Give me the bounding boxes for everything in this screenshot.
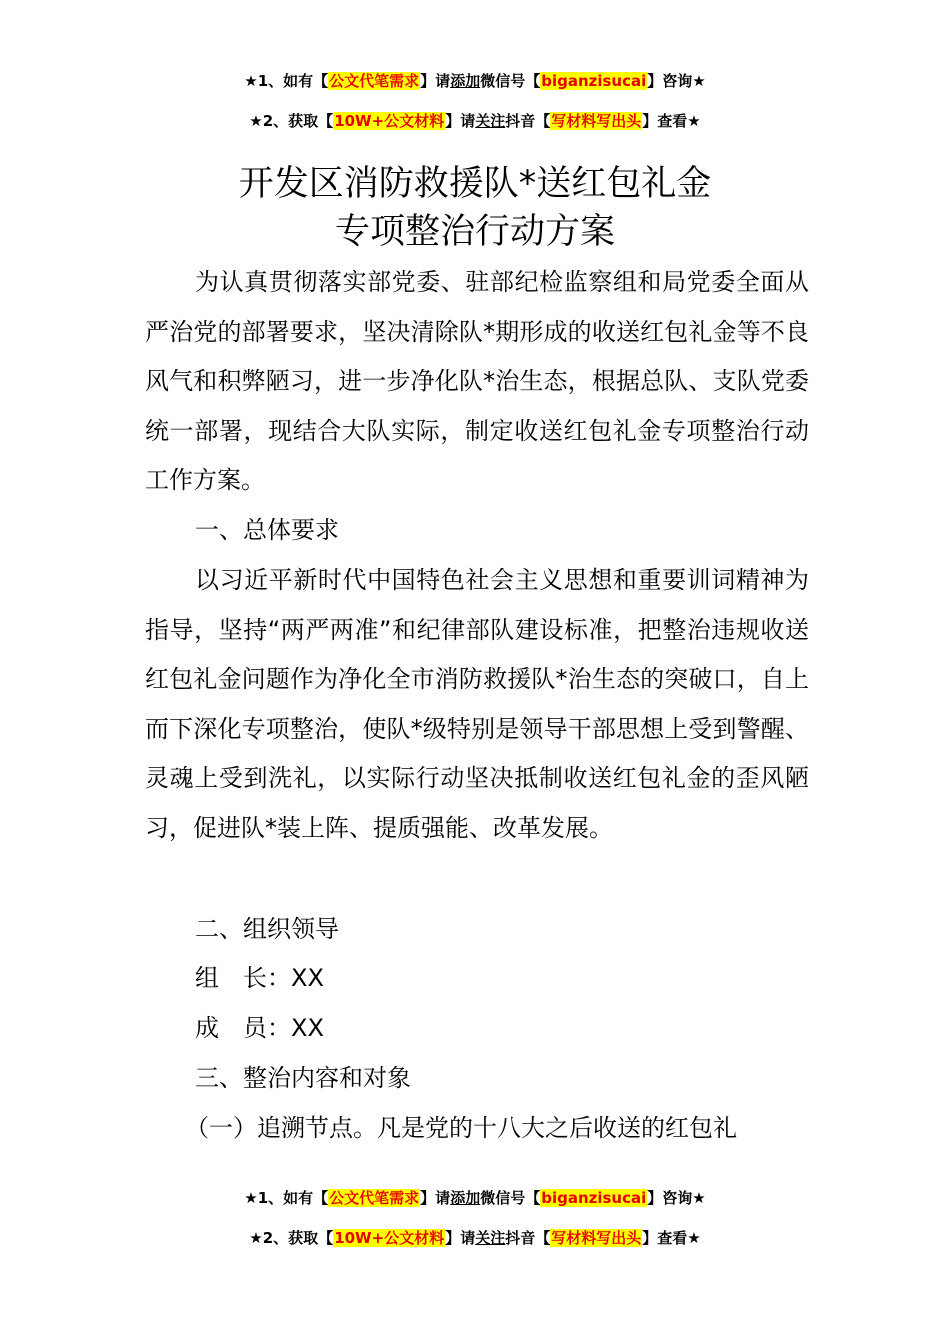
header-banner-line2 bbox=[0, 110, 950, 132]
section3-item1: （一）追溯节点。凡是党的十八大之后收送的红包礼 bbox=[185, 1114, 737, 1142]
banner-text: 】请 bbox=[420, 72, 451, 90]
banner-highlight: 公文代笔需求 bbox=[329, 1189, 420, 1207]
section3-heading: 三、整治内容和对象 bbox=[195, 1064, 411, 1092]
banner-text: 】请 bbox=[445, 1229, 476, 1247]
intro-paragraph: 为认真贯彻落实部党委、驻部纪检监察组和局党委全面从严治党的部署要求，坚决清除队*期形成的收送红包礼金等不良风气和积弊陋习，进一步净化队*治生态，根据总队、支队党委统一部署，现结合大队实际，制定收送红包礼金专项整治行动工作方案。 bbox=[145, 268, 809, 495]
banner-highlight: biganzisucai bbox=[541, 72, 647, 90]
banner-text: 】请 bbox=[445, 112, 476, 130]
banner-text: 抖音【 bbox=[505, 1229, 551, 1247]
banner-text: ★1、如有【 bbox=[244, 72, 329, 90]
banner-highlight: 写材料写出头 bbox=[551, 112, 642, 130]
banner-text: ★2、获取【 bbox=[249, 112, 334, 130]
banner-highlight: 10W+公文材料 bbox=[334, 1229, 445, 1247]
banner-text: 微信号【 bbox=[480, 72, 541, 90]
banner-highlight: 10W+公文材料 bbox=[334, 112, 445, 130]
banner-text: 】查看★ bbox=[642, 1229, 701, 1247]
banner-text: 】咨询★ bbox=[647, 72, 706, 90]
banner-highlight: 公文代笔需求 bbox=[329, 72, 420, 90]
members-line: 成 员：XX bbox=[195, 1014, 324, 1042]
banner-underline: 添加 bbox=[450, 1189, 481, 1207]
footer-banner-line1 bbox=[0, 1187, 950, 1209]
banner-underline: 关注 bbox=[475, 1229, 506, 1247]
leader-line: 组 长：XX bbox=[195, 964, 324, 992]
section1-heading: 一、总体要求 bbox=[195, 516, 339, 544]
document-title-line2: 专项整治行动方案 bbox=[334, 212, 615, 252]
banner-text: 微信号【 bbox=[480, 1189, 541, 1207]
banner-text: 】查看★ bbox=[642, 112, 701, 130]
footer-banner-line2 bbox=[0, 1227, 950, 1249]
section2-heading: 二、组织领导 bbox=[195, 915, 339, 943]
banner-text: ★2、获取【 bbox=[249, 1229, 334, 1247]
banner-highlight: 写材料写出头 bbox=[551, 1229, 642, 1247]
banner-text: 】咨询★ bbox=[647, 1189, 706, 1207]
banner-underline: 关注 bbox=[475, 112, 506, 130]
header-banner-line1 bbox=[0, 70, 950, 92]
banner-text: 抖音【 bbox=[505, 112, 551, 130]
section1-paragraph: 以习近平新时代中国特色社会主义思想和重要训词精神为指导，坚持“两严两准”和纪律部队建设标准，把整治违规收送红包礼金问题作为净化全市消防救援队*治生态的突破口，自上而下深化专项整治，使队*级特别是领导干部思想上受到警醒、灵魂上受到洗礼，以实际行动坚决抵制收送红包礼金的歪风陋习，促进队*装上阵、提质强能、改革发展。 bbox=[145, 566, 809, 842]
banner-highlight: biganzisucai bbox=[541, 1189, 647, 1207]
banner-text: 】请 bbox=[420, 1189, 451, 1207]
document-title-line1: 开发区消防救援队*送红包礼金 bbox=[238, 164, 712, 204]
banner-underline: 添加 bbox=[450, 72, 481, 90]
banner-text: ★1、如有【 bbox=[244, 1189, 329, 1207]
